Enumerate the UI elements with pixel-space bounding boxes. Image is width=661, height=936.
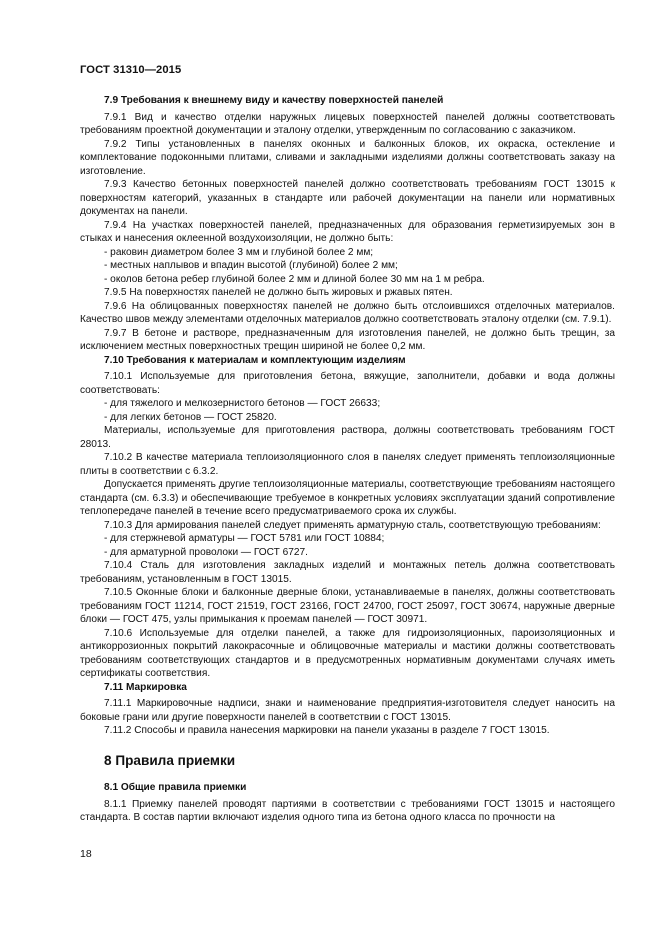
paragraph: 7.9.2 Типы установленных в панелях оконных и балконных блоков, их окраска, остекление и комплектование подоконными плитами, сливами и закладными изделиями должны соответствовать заказу на изготовление. <box>80 138 615 177</box>
document-header: ГОСТ 31310—2015 <box>80 64 182 76</box>
paragraph: 7.10.2 В качестве материала теплоизоляционного слоя в панелях следует применять теплоизоляционные плиты в соответствии с 6.3.2. <box>80 452 615 477</box>
paragraph: 7.10.6 Используемые для отделки панелей, а также для гидроизоляционных, пароизоляционных и антикоррозионных покрытий лакокрасочные и облицовочные материалы и мастики должны соответствовать требованиям соответствующих стандартов и в предусмотренных нормативным документами случаях иметь сертификаты соответствия. <box>80 627 615 679</box>
chapter-heading: 8 Правила приемки <box>104 752 236 768</box>
section-heading: 8.1 Общие правила приемки <box>104 782 247 793</box>
list-item: - для стержневой арматуры — ГОСТ 5781 или ГОСТ 10884; <box>104 533 385 544</box>
paragraph: 7.9.1 Вид и качество отделки наружных лицевых поверхностей панелей должны соответствовать требованиям проектной документации и эталону отделки, утвержденным по согласованию с заказчиком. <box>80 111 615 136</box>
section-heading: 7.9 Требования к внешнему виду и качеству поверхностей панелей <box>104 95 444 106</box>
paragraph: 8.1.1 Приемку панелей проводят партиями в соответствии с требованиями ГОСТ 13015 и настоящего стандарта. В состав партии включают изделия одного типа из бетона одного класса по прочности на <box>80 798 615 823</box>
paragraph: Допускается применять другие теплоизоляционные материалы, соответствующие требованиям настоящего стандарта (см. 6.3.3) и обеспечивающие требуемое в конкретных условиях эксплуатации зданий сопротивление теплопередаче панелей в течение всего предусматриваемого срока их службы. <box>80 479 615 517</box>
list-item: - раковин диаметром более 3 мм и глубиной более 2 мм; <box>104 246 374 258</box>
paragraph: 7.10.4 Сталь для изготовления закладных изделий и монтажных петель должна соответствовать требованиям, установленным в ГОСТ 13015. <box>80 560 615 585</box>
section-heading: 7.11 Маркировка <box>104 681 187 693</box>
list-item: - местных наплывов и впадин высотой (глубиной) более 2 мм; <box>104 260 398 271</box>
paragraph: 7.10.3 Для армирования панелей следует применять арматурную сталь, соответствующую требованиям: <box>104 519 601 531</box>
document-body <box>80 94 615 825</box>
list-item: - для легких бетонов — ГОСТ 25820. <box>104 411 277 423</box>
section-heading: 7.10 Требования к материалам и комплектующим изделиям <box>104 354 406 366</box>
paragraph: 7.9.3 Качество бетонных поверхностей панелей должно соответствовать требованиям ГОСТ 13015 к поверхностям категорий, указанных в стандарте или рабочей документации на панели или нормативных документах на панели. <box>80 179 615 217</box>
paragraph: 7.9.4 На участках поверхностей панелей, предназначенных для образования герметизируемых зон в стыках и нанесения оклеенной воздухоизоляции, не должно быть: <box>80 219 615 244</box>
paragraph: 7.10.1 Используемые для приготовления бетона, вяжущие, заполнители, добавки и вода должны соответствовать: <box>80 371 615 396</box>
paragraph: Материалы, используемые для приготовления раствора, должны соответствовать требованиям ГОСТ 28013. <box>80 425 615 450</box>
list-item: - для тяжелого и мелкозернистого бетонов — ГОСТ 26633; <box>104 398 381 409</box>
paragraph: 7.9.7 В бетоне и растворе, предназначенным для изготовления панелей, не должно быть трещин, за исключением местных поверхностных трещин шириной не более 0,2 мм. <box>80 327 615 352</box>
list-item: - для арматурной проволоки — ГОСТ 6727. <box>104 546 308 558</box>
paragraph: 7.10.5 Оконные блоки и балконные дверные блоки, устанавливаемые в панелях, должны соответствовать требованиям ГОСТ 11214, ГОСТ 21519, ГОСТ 23166, ГОСТ 24700, ГОСТ 25097, ГОСТ 30674, наружные дверные блоки — ГОСТ 475, узлы примыкания к проемам панелей — ГОСТ 30971. <box>80 587 615 625</box>
list-item: - околов бетона ребер глубиной более 2 мм и длиной более 30 мм на 1 м ребра. <box>104 273 485 285</box>
paragraph: 7.11.2 Способы и правила нанесения маркировки на панели указаны в разделе 7 ГОСТ 13015. <box>104 725 550 736</box>
paragraph: 7.11.1 Маркировочные надписи, знаки и наименование предприятия-изготовителя следует наносить на боковые грани или другие поверхности панелей в соответствии с ГОСТ 13015. <box>80 698 615 723</box>
page-number: 18 <box>80 848 92 860</box>
paragraph: 7.9.5 На поверхностях панелей не должно быть жировых и ржавых пятен. <box>104 287 453 298</box>
paragraph: 7.9.6 На облицованных поверхностях панелей не должно быть отслоившихся отделочных материалов. Качество швов между элементами отделочных материалов должно соответствовать эталону отделки (см. 7.9.1). <box>80 300 615 325</box>
